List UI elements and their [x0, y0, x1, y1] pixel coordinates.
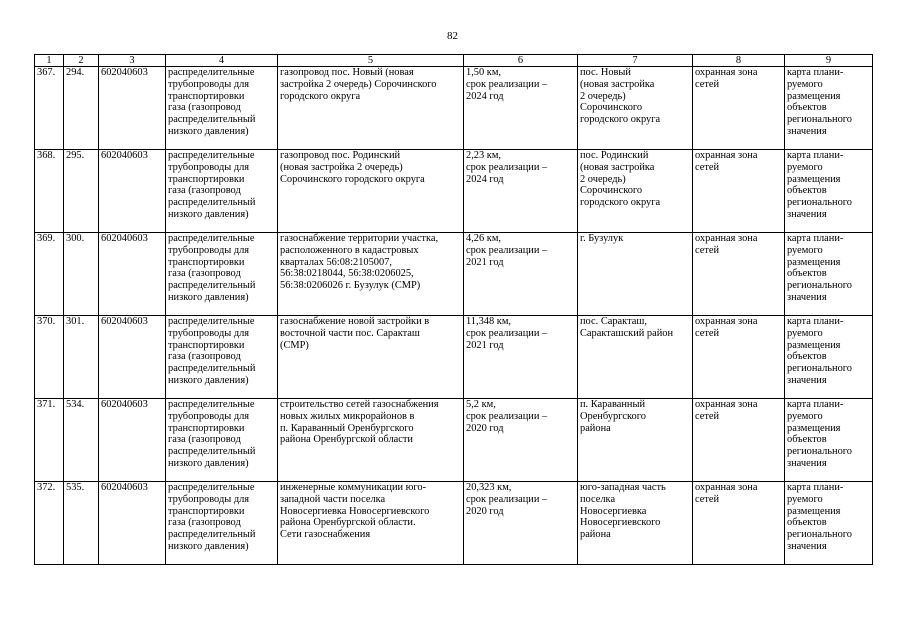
object-map-reference: карта плани- руемого размещения объектов регионального значения: [785, 399, 873, 482]
table-row: [35, 67, 873, 150]
table-row: [35, 233, 873, 316]
row-number: 369.: [35, 233, 64, 316]
column-header: 7: [578, 55, 693, 67]
object-map-reference: карта плани- руемого размещения объектов регионального значения: [785, 316, 873, 399]
object-map-reference: карта плани- руемого размещения объектов регионального значения: [785, 482, 873, 565]
table-row: [35, 482, 873, 565]
object-location: пос. Родинский (новая застройка 2 очередь) Сорочинского городского округа: [578, 150, 693, 233]
object-zone: охранная зона сетей: [693, 150, 785, 233]
column-header: 4: [166, 55, 278, 67]
object-number: 295.: [64, 150, 99, 233]
object-characteristics: 2,23 км, срок реализации – 2024 год: [464, 150, 578, 233]
object-characteristics: 4,26 км, срок реализации – 2021 год: [464, 233, 578, 316]
object-number: 534.: [64, 399, 99, 482]
object-characteristics: 11,348 км, срок реализации – 2021 год: [464, 316, 578, 399]
object-name: газоснабжение новой застройки в восточной части пос. Саракташ (СМР): [278, 316, 464, 399]
object-number: 301.: [64, 316, 99, 399]
object-zone: охранная зона сетей: [693, 482, 785, 565]
object-characteristics: 5,2 км, срок реализации – 2020 год: [464, 399, 578, 482]
object-type: распределительные трубопроводы для транспортировки газа (газопровод распределительный низкого давления): [166, 233, 278, 316]
object-type: распределительные трубопроводы для транспортировки газа (газопровод распределительный низкого давления): [166, 67, 278, 150]
object-name: газопровод пос. Родинский (новая застройка 2 очередь) Сорочинского городского округа: [278, 150, 464, 233]
column-header: 8: [693, 55, 785, 67]
object-zone: охранная зона сетей: [693, 67, 785, 150]
object-location: пос. Новый (новая застройка 2 очередь) Сорочинского городского округа: [578, 67, 693, 150]
object-code: 602040603: [99, 482, 166, 565]
object-type: распределительные трубопроводы для транспортировки газа (газопровод распределительный низкого давления): [166, 316, 278, 399]
object-name: газоснабжение территории участка, расположенного в кадастровых кварталах 56:08:2105007, 56:38:0218044, 56:38:0206025, 56:38:0206026 г. Бузулук (СМР): [278, 233, 464, 316]
object-number: 294.: [64, 67, 99, 150]
object-location: юго-западная часть поселка Новосергиевка Новосергиевского района: [578, 482, 693, 565]
column-header: 9: [785, 55, 873, 67]
row-number: 367.: [35, 67, 64, 150]
column-header: 1: [35, 55, 64, 67]
object-name: строительство сетей газоснабжения новых жилых микрорайонов в п. Караванный Оренбургского района Оренбургской области: [278, 399, 464, 482]
object-type: распределительные трубопроводы для транспортировки газа (газопровод распределительный низкого давления): [166, 399, 278, 482]
column-header: 3: [99, 55, 166, 67]
object-map-reference: карта плани- руемого размещения объектов регионального значения: [785, 233, 873, 316]
page-number: 82: [447, 30, 458, 42]
header-row: [35, 55, 873, 67]
object-number: 535.: [64, 482, 99, 565]
object-zone: охранная зона сетей: [693, 399, 785, 482]
object-map-reference: карта плани- руемого размещения объектов регионального значения: [785, 67, 873, 150]
row-number: 372.: [35, 482, 64, 565]
table-row: [35, 399, 873, 482]
row-number: 371.: [35, 399, 64, 482]
object-type: распределительные трубопроводы для транспортировки газа (газопровод распределительный низкого давления): [166, 150, 278, 233]
registry-table: [34, 54, 873, 565]
object-map-reference: карта плани- руемого размещения объектов регионального значения: [785, 150, 873, 233]
object-location: г. Бузулук: [578, 233, 693, 316]
table-row: [35, 150, 873, 233]
object-characteristics: 1,50 км, срок реализации – 2024 год: [464, 67, 578, 150]
object-code: 602040603: [99, 150, 166, 233]
object-zone: охранная зона сетей: [693, 233, 785, 316]
object-code: 602040603: [99, 67, 166, 150]
object-name: инженерные коммуникации юго- западной части поселка Новосергиевка Новосергиевского района Оренбургской области. Сети газоснабжения: [278, 482, 464, 565]
object-type: распределительные трубопроводы для транспортировки газа (газопровод распределительный низкого давления): [166, 482, 278, 565]
row-number: 368.: [35, 150, 64, 233]
object-location: п. Караванный Оренбургского района: [578, 399, 693, 482]
object-code: 602040603: [99, 233, 166, 316]
row-number: 370.: [35, 316, 64, 399]
object-location: пос. Саракташ, Саракташский район: [578, 316, 693, 399]
object-number: 300.: [64, 233, 99, 316]
object-zone: охранная зона сетей: [693, 316, 785, 399]
object-name: газопровод пос. Новый (новая застройка 2 очередь) Сорочинского городского округа: [278, 67, 464, 150]
object-code: 602040603: [99, 316, 166, 399]
column-header: 5: [278, 55, 464, 67]
table-row: [35, 316, 873, 399]
column-header: 6: [464, 55, 578, 67]
object-code: 602040603: [99, 399, 166, 482]
object-characteristics: 20,323 км, срок реализации – 2020 год: [464, 482, 578, 565]
column-header: 2: [64, 55, 99, 67]
